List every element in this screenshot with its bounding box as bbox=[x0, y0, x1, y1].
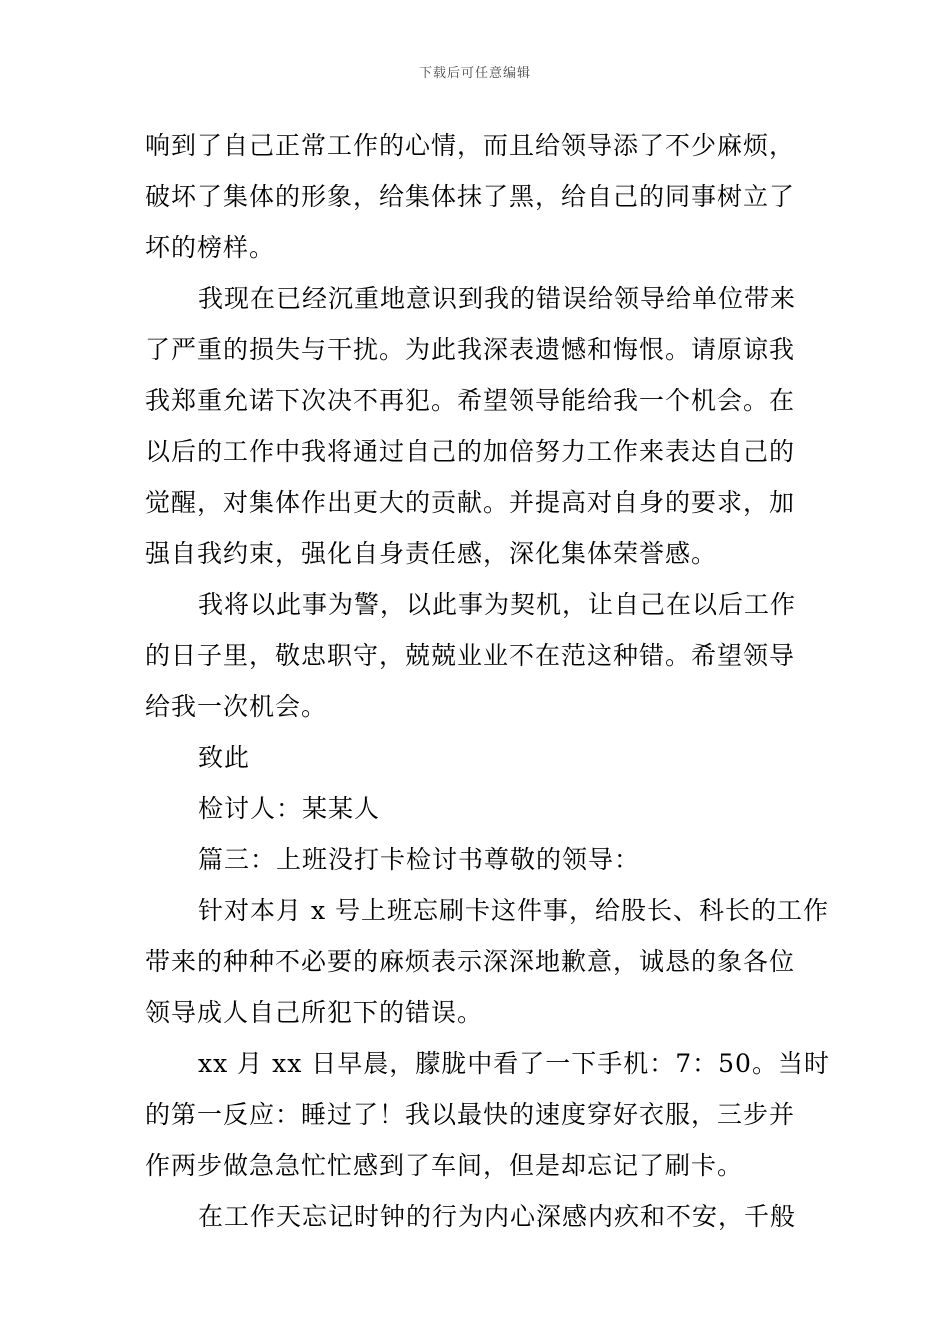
text-line: 的第一反应：睡过了！我以最快的速度穿好衣服，三步并 bbox=[145, 1100, 796, 1129]
text-line: 致此 bbox=[198, 743, 251, 772]
paragraph bbox=[145, 1191, 807, 1242]
document-body bbox=[145, 120, 830, 1242]
paragraph bbox=[145, 885, 829, 1038]
text-line: 响到了自己正常工作的心情，而且给领导添了不少麻烦， bbox=[145, 131, 796, 160]
text-line: 以后的工作中我将通过自己的加倍努力工作来表达自己的 bbox=[145, 437, 796, 466]
text-line: 我郑重允诺下次决不再犯。希望领导能给我一个机会。在 bbox=[145, 386, 796, 415]
paragraph bbox=[145, 579, 807, 732]
paragraph bbox=[145, 732, 807, 783]
text-line: 在工作天忘记时钟的行为内心深感内疚和不安，千般 bbox=[198, 1202, 797, 1231]
text-line: 检讨人：某某人 bbox=[198, 794, 381, 823]
paragraph bbox=[145, 273, 807, 579]
paragraph bbox=[145, 1038, 830, 1191]
paragraph bbox=[145, 120, 807, 273]
page-header: 下载后可任意编辑 bbox=[418, 66, 531, 81]
text-line: 破坏了集体的形象，给集体抹了黑，给自己的同事树立了 bbox=[145, 182, 796, 211]
text-line: 的日子里，敬忠职守，兢兢业业不在范这种错。希望领导 bbox=[145, 641, 796, 670]
text-line: xx 月 xx 日早晨，朦胧中看了一下手机：7：50。当时 bbox=[198, 1049, 830, 1078]
text-line: 篇三：上班没打卡检讨书尊敬的领导： bbox=[198, 845, 641, 874]
text-line: 觉醒，对集体作出更大的贡献。并提高对自身的要求，加 bbox=[145, 488, 796, 517]
text-line: 我将以此事为警，以此事为契机，让自己在以后工作 bbox=[198, 590, 797, 619]
text-line: 了严重的损失与干扰。为此我深表遗憾和悔恨。请原谅我 bbox=[145, 335, 796, 364]
text-line: 作两步做急急忙忙感到了车间，但是却忘记了刷卡。 bbox=[145, 1151, 744, 1180]
text-line: 强自我约束，强化自身责任感，深化集体荣誉感。 bbox=[145, 539, 718, 568]
text-line: 给我一次机会。 bbox=[145, 692, 328, 721]
text-line: 领导成人自己所犯下的错误。 bbox=[145, 998, 484, 1027]
text-line: 针对本月 x 号上班忘刷卡这件事，给股长、科长的工作 bbox=[198, 896, 829, 925]
text-line: 坏的榜样。 bbox=[145, 233, 276, 262]
paragraph bbox=[145, 783, 807, 834]
text-line: 带来的种种不必要的麻烦表示深深地歉意，诚恳的象各位 bbox=[145, 947, 796, 976]
text-line: 我现在已经沉重地意识到我的错误给领导给单位带来 bbox=[198, 284, 797, 313]
paragraph bbox=[145, 834, 807, 885]
